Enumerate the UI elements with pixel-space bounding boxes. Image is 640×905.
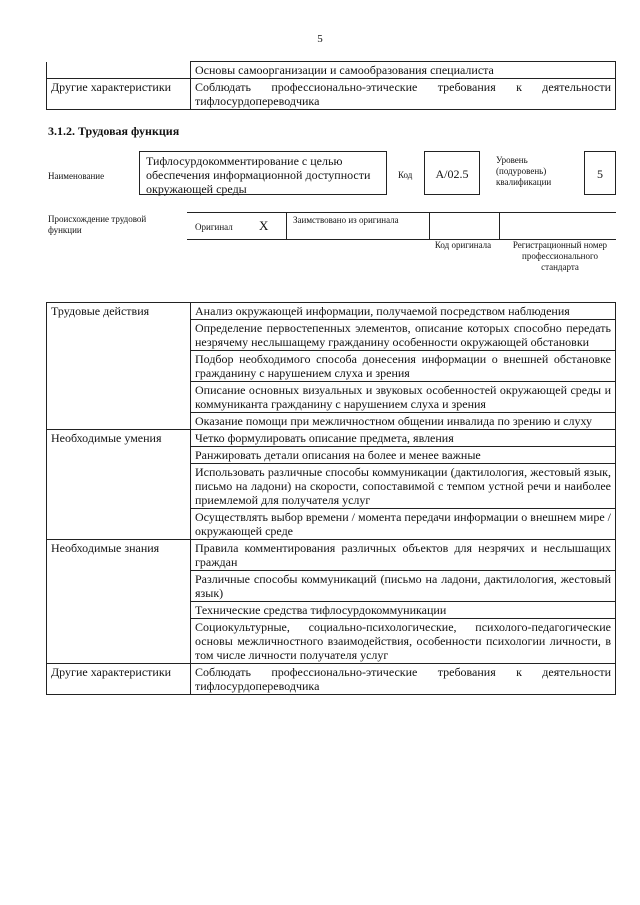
divider [429, 213, 430, 239]
table-cell: Основы самоорганизации и самообразования специалиста [191, 62, 616, 79]
function-name-box: Тифлосурдокомментирование с целью обеспечения информационной доступности окружающей среды [139, 151, 387, 195]
table-cell: Четко формулировать описание предмета, явления [191, 430, 616, 447]
table-row-label: Трудовые действия [47, 303, 191, 430]
table-cell: Анализ окружающей информации, получаемой посредством наблюдения [191, 303, 616, 320]
borrowed-label: Заимствовано из оригинала [293, 215, 399, 225]
section-title: 3.1.2. Трудовая функция [48, 124, 180, 138]
table-cell: Осуществлять выбор времени / момента передачи информации о внешнем мире / окружающей среде [191, 509, 616, 540]
table-cell: Использовать различные способы коммуникации (дактилология, жестовый язык, письмо на ладони) на скорости, сопоставимой с темпом устной речи и наиболее приемлемой для получателя услуг [191, 464, 616, 509]
code-caption: Код оригинала [434, 240, 492, 250]
table-cell: Оказание помощи при межличностном общении инвалида по зрению и слуху [191, 413, 616, 430]
table-cell: Ранжировать детали описания на более и менее важные [191, 447, 616, 464]
continuation-table [46, 61, 616, 110]
table-row [47, 430, 616, 447]
name-label: Наименование [48, 171, 105, 181]
table-row [47, 664, 616, 695]
table-row-label: Необходимые умения [47, 430, 191, 540]
table-cell: Подбор необходимого способа донесения информации о внешней обстановке гражданину с нарушением слуха и зрения [191, 351, 616, 382]
origin-row [187, 212, 616, 240]
table-cell: Определение первостепенных элементов, описание которых способно передать незрячему неслышащему гражданину особенности окружающей обстановки [191, 320, 616, 351]
original-label: Оригинал [195, 222, 233, 232]
table-cell: Технические средства тифлосурдокоммуникации [191, 602, 616, 619]
labor-function-table [46, 302, 616, 695]
table-cell: Описание основных визуальных и звуковых особенностей окружающей среды и коммуниканта гражданину с нарушением слуха и зрения [191, 382, 616, 413]
table-row [47, 540, 616, 571]
table-cell: Различные способы коммуникаций (письмо на ладони, дактилология, жестовый язык) [191, 571, 616, 602]
table-cell: Социокультурные, социально-психологические, психолого-педагогические основы межличностного взаимодействия, особенности психологии личности, в том числе личности получателя услуг [191, 619, 616, 664]
original-mark: X [259, 218, 269, 233]
table-cell-empty [47, 62, 191, 79]
table-cell: Правила комментирования различных объектов для незрячих и неслышащих граждан [191, 540, 616, 571]
table-row-label: Другие характеристики [47, 79, 191, 110]
page-number: 5 [317, 33, 323, 45]
table-row-label: Необходимые знания [47, 540, 191, 664]
registration-caption: Регистрационный номер профессионального стандарта [512, 240, 608, 272]
level-label: Уровень (подуровень) квалификации [496, 155, 552, 187]
table-cell: Соблюдать профессионально-этические требования к деятельности тифлосурдопереводчика [191, 79, 616, 110]
code-box: А/02.5 [424, 151, 480, 195]
table-cell: Соблюдать профессионально-этические требования к деятельности тифлосурдопереводчика [191, 664, 616, 695]
code-label: Код [398, 170, 413, 180]
divider [286, 213, 287, 239]
origin-label: Происхождение трудовой функции [48, 214, 147, 235]
level-box: 5 [584, 151, 616, 195]
table-row [47, 303, 616, 320]
table-row-label: Другие характеристики [47, 664, 191, 695]
divider [499, 213, 500, 239]
